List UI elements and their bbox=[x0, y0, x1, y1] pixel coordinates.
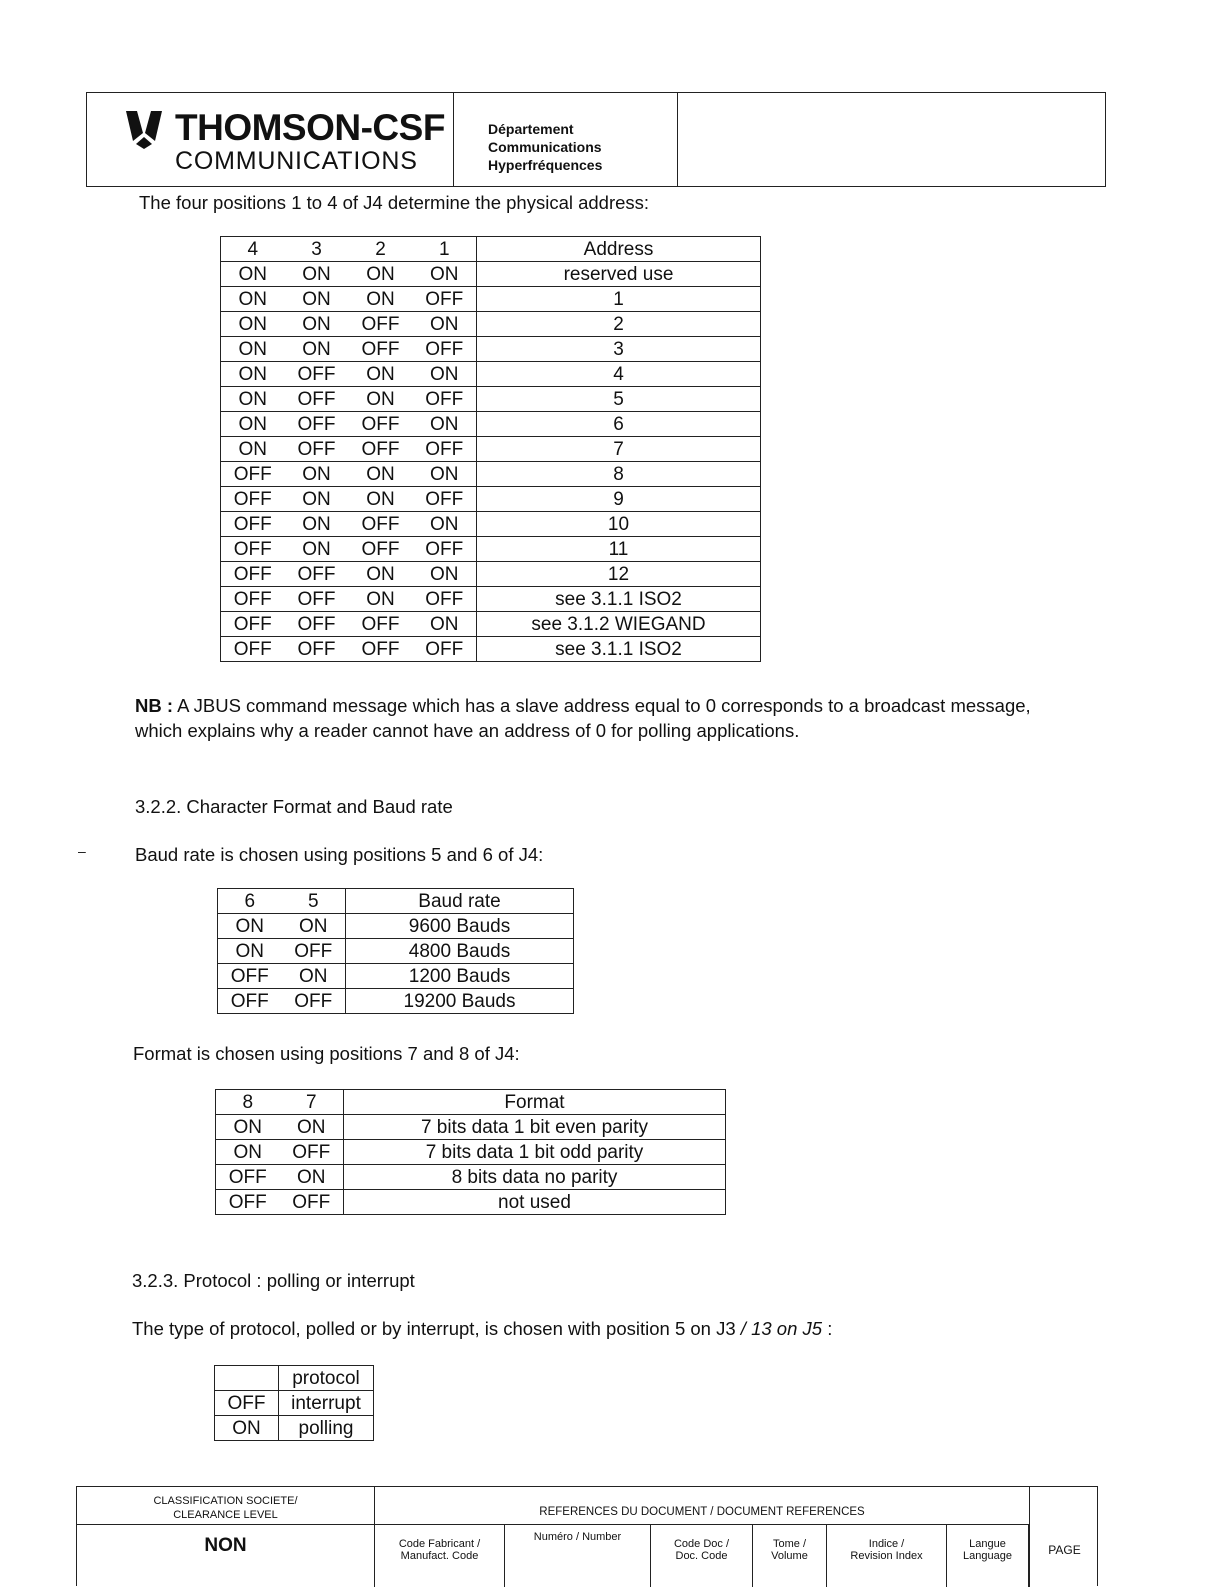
table-cell: ON bbox=[349, 387, 413, 412]
table-cell: polling bbox=[279, 1416, 374, 1441]
table-header-cell: 7 bbox=[280, 1090, 344, 1115]
table-cell: 19200 Bauds bbox=[346, 989, 574, 1014]
table-cell: see 3.1.1 ISO2 bbox=[477, 587, 761, 612]
table-cell: reserved use bbox=[477, 262, 761, 287]
table-cell: OFF bbox=[349, 537, 413, 562]
format-intro-text: Format is chosen using positions 7 and 8 of J4: bbox=[133, 1043, 520, 1064]
table-cell: ON bbox=[285, 337, 349, 362]
table-header-cell: 4 bbox=[221, 237, 285, 262]
manufact-code-label bbox=[375, 1525, 505, 1587]
clearance-line: CLEARANCE LEVEL bbox=[173, 1509, 278, 1521]
table-cell: ON bbox=[221, 312, 285, 337]
table-row bbox=[216, 1165, 726, 1190]
volume-label bbox=[753, 1525, 827, 1587]
logo-name: THOMSON-CSF bbox=[175, 107, 445, 148]
format-table bbox=[215, 1089, 726, 1215]
table-cell: OFF bbox=[285, 362, 349, 387]
table-header-row bbox=[216, 1090, 726, 1115]
number-label bbox=[505, 1525, 651, 1587]
classification-line: CLASSIFICATION SOCIETE/ bbox=[153, 1495, 298, 1507]
table-header-cell: 1 bbox=[413, 237, 477, 262]
table-row bbox=[221, 562, 761, 587]
table-row bbox=[218, 914, 574, 939]
table-cell: OFF bbox=[349, 312, 413, 337]
table-header-cell: Baud rate bbox=[346, 889, 574, 914]
table-cell: OFF bbox=[221, 587, 285, 612]
table-cell: 3 bbox=[477, 337, 761, 362]
table-cell: ON bbox=[221, 387, 285, 412]
table-row bbox=[221, 587, 761, 612]
table-cell: not used bbox=[344, 1190, 726, 1215]
table-cell: ON bbox=[216, 1115, 280, 1140]
table-cell: ON bbox=[221, 262, 285, 287]
table-cell: OFF bbox=[216, 1190, 280, 1215]
table-cell: 11 bbox=[477, 537, 761, 562]
table-cell: OFF bbox=[285, 637, 349, 662]
page-footer bbox=[76, 1486, 1098, 1586]
table-cell: OFF bbox=[221, 637, 285, 662]
table-row bbox=[215, 1391, 374, 1416]
table-cell: OFF bbox=[285, 437, 349, 462]
table-header-cell: Format bbox=[344, 1090, 726, 1115]
format-table-body bbox=[216, 1090, 726, 1215]
classification-label bbox=[77, 1487, 375, 1525]
table-row bbox=[221, 487, 761, 512]
department-line: Communications bbox=[488, 139, 602, 155]
department-line: Hyperfréquences bbox=[488, 157, 603, 173]
table-cell: ON bbox=[285, 312, 349, 337]
header-blank-cell bbox=[678, 93, 1105, 186]
baud-rate-table bbox=[217, 888, 574, 1014]
table-cell: OFF bbox=[221, 562, 285, 587]
table-cell: OFF bbox=[221, 487, 285, 512]
department-line: Département bbox=[488, 121, 574, 137]
table-cell: 4 bbox=[477, 362, 761, 387]
baud-table-body bbox=[218, 889, 574, 1014]
table-cell: ON bbox=[221, 412, 285, 437]
table-cell: 7 bits data 1 bit odd parity bbox=[344, 1140, 726, 1165]
protocol-intro-main: The type of protocol, polled or by interrupt, is chosen with position 5 on J3 bbox=[132, 1318, 741, 1339]
table-row bbox=[221, 462, 761, 487]
table-cell: ON bbox=[285, 287, 349, 312]
logo-subtitle: COMMUNICATIONS bbox=[175, 147, 418, 175]
table-cell: ON bbox=[413, 312, 477, 337]
intro-text: The four positions 1 to 4 of J4 determine the physical address: bbox=[139, 192, 650, 213]
address-table bbox=[220, 236, 761, 662]
table-cell: OFF bbox=[221, 462, 285, 487]
table-cell: OFF bbox=[349, 512, 413, 537]
table-row bbox=[215, 1416, 374, 1441]
table-cell: ON bbox=[413, 362, 477, 387]
footer-col-label: Language bbox=[963, 1550, 1012, 1562]
table-cell: OFF bbox=[216, 1165, 280, 1190]
table-cell: ON bbox=[218, 939, 282, 964]
protocol-intro-end: : bbox=[822, 1318, 833, 1339]
table-cell: 6 bbox=[477, 412, 761, 437]
section-heading-323: 3.2.3. Protocol : polling or interrupt bbox=[132, 1270, 415, 1291]
table-cell: 8 bbox=[477, 462, 761, 487]
table-cell: ON bbox=[216, 1140, 280, 1165]
table-cell: OFF bbox=[349, 412, 413, 437]
table-cell: OFF bbox=[413, 587, 477, 612]
table-cell: OFF bbox=[349, 637, 413, 662]
table-header-cell: 8 bbox=[216, 1090, 280, 1115]
table-cell: OFF bbox=[413, 637, 477, 662]
table-cell: ON bbox=[349, 562, 413, 587]
table-header-row bbox=[215, 1366, 374, 1391]
table-cell: OFF bbox=[413, 437, 477, 462]
table-row bbox=[218, 989, 574, 1014]
table-row bbox=[221, 412, 761, 437]
table-cell: see 3.1.2 WIEGAND bbox=[477, 612, 761, 637]
nb-label: NB : bbox=[135, 695, 174, 716]
table-cell: ON bbox=[280, 1165, 344, 1190]
protocol-table bbox=[214, 1365, 374, 1441]
table-cell: 8 bits data no parity bbox=[344, 1165, 726, 1190]
nb-text: A JBUS command message which has a slave address equal to 0 corresponds to a broadcast message, bbox=[177, 695, 1031, 716]
language-label bbox=[947, 1525, 1029, 1587]
table-row bbox=[218, 964, 574, 989]
table-cell: OFF bbox=[215, 1391, 279, 1416]
table-cell: ON bbox=[413, 262, 477, 287]
table-row bbox=[216, 1190, 726, 1215]
baud-intro-text: Baud rate is chosen using positions 5 and 6 of J4: bbox=[135, 844, 544, 865]
clearance-level-value: NON bbox=[77, 1525, 375, 1587]
table-cell: OFF bbox=[285, 612, 349, 637]
table-cell: 4800 Bauds bbox=[346, 939, 574, 964]
page-label: PAGE bbox=[1029, 1487, 1099, 1587]
table-cell: ON bbox=[349, 587, 413, 612]
table-cell: OFF bbox=[280, 1140, 344, 1165]
table-cell: ON bbox=[221, 437, 285, 462]
table-cell: ON bbox=[413, 412, 477, 437]
table-cell: OFF bbox=[413, 287, 477, 312]
table-cell: OFF bbox=[282, 989, 346, 1014]
table-cell: OFF bbox=[280, 1190, 344, 1215]
table-row bbox=[221, 637, 761, 662]
table-cell: OFF bbox=[349, 612, 413, 637]
footer-col-label: Volume bbox=[771, 1550, 808, 1562]
table-row bbox=[221, 337, 761, 362]
doc-code-label bbox=[651, 1525, 753, 1587]
table-cell: ON bbox=[282, 914, 346, 939]
table-cell: 10 bbox=[477, 512, 761, 537]
table-cell: OFF bbox=[413, 537, 477, 562]
section-heading-322: 3.2.2. Character Format and Baud rate bbox=[135, 796, 453, 817]
table-cell: ON bbox=[413, 612, 477, 637]
table-cell: ON bbox=[413, 562, 477, 587]
address-table-body bbox=[221, 237, 761, 662]
table-row bbox=[221, 362, 761, 387]
table-row bbox=[218, 939, 574, 964]
table-header-cell bbox=[215, 1366, 279, 1391]
table-cell: OFF bbox=[221, 612, 285, 637]
table-cell: 12 bbox=[477, 562, 761, 587]
table-cell: ON bbox=[282, 964, 346, 989]
table-cell: ON bbox=[221, 337, 285, 362]
table-header-cell: 2 bbox=[349, 237, 413, 262]
footer-col-label: Indice / bbox=[868, 1538, 905, 1550]
table-cell: ON bbox=[280, 1115, 344, 1140]
protocol-table-body bbox=[215, 1366, 374, 1441]
table-row bbox=[221, 262, 761, 287]
document-references-label: REFERENCES DU DOCUMENT / DOCUMENT REFERENCES bbox=[375, 1487, 1029, 1525]
table-row bbox=[221, 612, 761, 637]
table-cell: OFF bbox=[413, 337, 477, 362]
table-cell: ON bbox=[349, 362, 413, 387]
table-cell: OFF bbox=[349, 337, 413, 362]
table-cell: OFF bbox=[282, 939, 346, 964]
table-row bbox=[221, 287, 761, 312]
table-cell: OFF bbox=[285, 562, 349, 587]
table-cell: ON bbox=[218, 914, 282, 939]
table-cell: OFF bbox=[413, 487, 477, 512]
footer-col-label: Doc. Code bbox=[675, 1550, 728, 1562]
table-cell: ON bbox=[221, 362, 285, 387]
table-row bbox=[221, 537, 761, 562]
table-header-cell: 3 bbox=[285, 237, 349, 262]
protocol-intro-text bbox=[132, 1318, 832, 1340]
table-cell: OFF bbox=[221, 512, 285, 537]
table-cell: ON bbox=[413, 512, 477, 537]
table-row bbox=[221, 387, 761, 412]
table-header-cell: 5 bbox=[282, 889, 346, 914]
footer-col-label: Langue bbox=[969, 1538, 1006, 1550]
table-cell: ON bbox=[285, 262, 349, 287]
company-logo bbox=[87, 93, 454, 186]
table-header-row bbox=[218, 889, 574, 914]
footer-col-label: Numéro / Number bbox=[533, 1531, 622, 1543]
table-cell: 7 bits data 1 bit even parity bbox=[344, 1115, 726, 1140]
table-cell: 7 bbox=[477, 437, 761, 462]
table-cell: OFF bbox=[285, 387, 349, 412]
table-cell: ON bbox=[413, 462, 477, 487]
table-cell: 1 bbox=[477, 287, 761, 312]
table-cell: OFF bbox=[285, 587, 349, 612]
table-cell: OFF bbox=[413, 387, 477, 412]
nb-note bbox=[135, 695, 1031, 717]
table-cell: 9600 Bauds bbox=[346, 914, 574, 939]
table-cell: OFF bbox=[218, 989, 282, 1014]
table-header-cell: 6 bbox=[218, 889, 282, 914]
revision-index-label bbox=[827, 1525, 947, 1587]
nb-text-line2: which explains why a reader cannot have an address of 0 for polling applications. bbox=[135, 720, 800, 741]
table-cell: ON bbox=[285, 487, 349, 512]
table-cell: ON bbox=[349, 262, 413, 287]
table-cell: OFF bbox=[218, 964, 282, 989]
table-cell: ON bbox=[285, 512, 349, 537]
footer-col-label: Code Doc / bbox=[673, 1538, 730, 1550]
table-cell: OFF bbox=[349, 437, 413, 462]
table-cell: see 3.1.1 ISO2 bbox=[477, 637, 761, 662]
table-cell: interrupt bbox=[279, 1391, 374, 1416]
footer-col-label: Manufact. Code bbox=[400, 1550, 479, 1562]
footer-col-label: Revision Index bbox=[850, 1550, 923, 1562]
department bbox=[454, 93, 678, 186]
table-cell: ON bbox=[349, 487, 413, 512]
table-row bbox=[221, 512, 761, 537]
table-cell: 2 bbox=[477, 312, 761, 337]
table-row bbox=[221, 437, 761, 462]
margin-mark: – bbox=[78, 843, 86, 859]
table-row bbox=[216, 1140, 726, 1165]
table-cell: 1200 Bauds bbox=[346, 964, 574, 989]
table-row bbox=[221, 312, 761, 337]
table-cell: ON bbox=[349, 287, 413, 312]
table-header-cell: protocol bbox=[279, 1366, 374, 1391]
table-cell: ON bbox=[285, 537, 349, 562]
page-header bbox=[86, 92, 1106, 187]
table-cell: ON bbox=[349, 462, 413, 487]
table-header-cell: Address bbox=[477, 237, 761, 262]
table-cell: ON bbox=[215, 1416, 279, 1441]
table-header-row bbox=[221, 237, 761, 262]
footer-col-label: Code Fabricant / bbox=[398, 1538, 481, 1550]
table-cell: OFF bbox=[221, 537, 285, 562]
table-cell: ON bbox=[221, 287, 285, 312]
thomson-logo-icon bbox=[121, 107, 167, 149]
protocol-intro-italic: / 13 on J5 bbox=[740, 1318, 823, 1339]
table-cell: 5 bbox=[477, 387, 761, 412]
footer-col-label: Tome / bbox=[772, 1538, 806, 1550]
table-cell: 9 bbox=[477, 487, 761, 512]
table-cell: ON bbox=[285, 462, 349, 487]
table-row bbox=[216, 1115, 726, 1140]
table-cell: OFF bbox=[285, 412, 349, 437]
